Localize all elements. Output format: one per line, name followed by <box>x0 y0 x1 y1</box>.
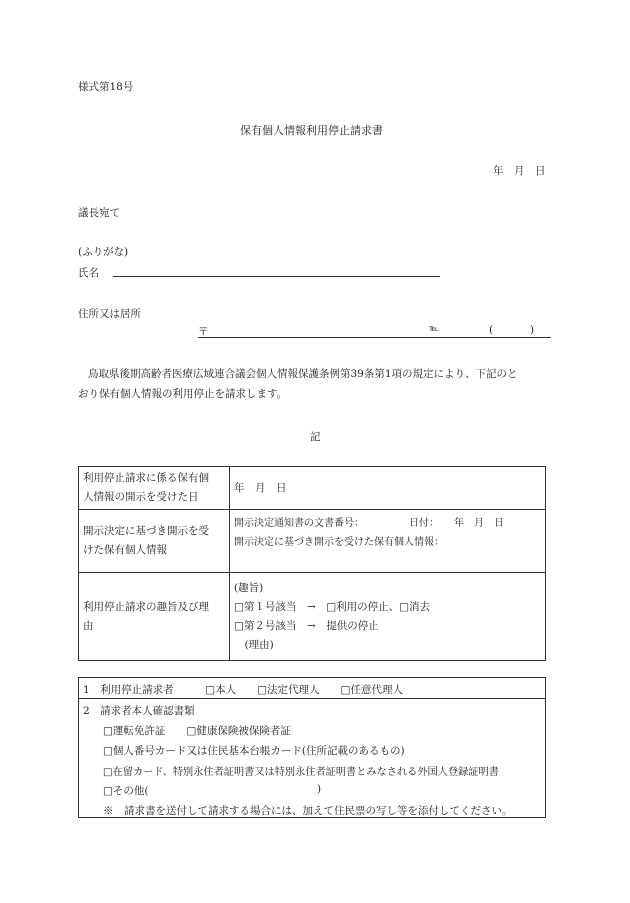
tel-paren-open: ( <box>489 324 494 336</box>
id-document-option-other: □その他( <box>103 785 149 797</box>
id-document-option-2: □個人番号カード又は住民基本台帳カード(住所記載のあるもの) <box>103 745 405 757</box>
postal-mark: 〒 <box>198 326 209 338</box>
table-row <box>79 467 546 510</box>
id-documents-heading: 2 請求者本人確認書類 <box>83 705 195 717</box>
row1-label-line-1: 利用停止請求に係る保有個 <box>83 472 209 484</box>
row1-label-line-2: 人情報の開示を受けた日 <box>83 491 199 503</box>
row3-label-line-1: 利用停止請求の趣旨及び理 <box>83 600 209 613</box>
address-label: 住所又は居所 <box>78 308 141 320</box>
name-field-underline <box>113 276 440 277</box>
mailing-note: ※ 請求書を送付して請求する場合には、加えて住民票の写し等を添付してください。 <box>103 805 513 817</box>
name-label: 氏名 <box>78 267 99 279</box>
id-document-other-close: ) <box>317 783 322 795</box>
tel-paren-close: ) <box>530 324 535 336</box>
row2-value-line-2: 開示決定に基づき開示を受けた保有個人情報： <box>234 537 444 548</box>
date-line: 年 月 日 <box>493 165 546 177</box>
row3-option-1: □第１号該当 → □利用の停止、□消去 <box>234 600 431 613</box>
row3-label <box>79 573 230 661</box>
requester-box-divider <box>79 698 545 699</box>
row3-value <box>230 573 546 661</box>
furigana-label: (ふりがな) <box>78 246 129 258</box>
address-field-underline <box>198 337 551 338</box>
row2-label-line-1: 開示決定に基づき開示を受 <box>83 525 209 537</box>
row2-label <box>79 510 230 573</box>
body-text-line-1: 鳥取県後期高齢者医療広域連合議会個人情報保護条例第39条第1項の規定により、下記のと <box>88 368 518 380</box>
request-table <box>78 466 546 661</box>
tel-label: ℡ <box>429 324 439 334</box>
row1-date-value: 年 月 日 <box>234 481 287 494</box>
row1-value <box>230 467 546 510</box>
form-number: 様式第18号 <box>78 81 134 93</box>
table-row <box>79 510 546 573</box>
id-document-option-1: □運転免許証 □健康保険被保険者証 <box>103 725 291 737</box>
row2-value-line-1: 開示決定通知書の文書番号： 日付： 年 月 日 <box>234 518 504 529</box>
body-text-line-2: おり保有個人情報の利用停止を請求します。 <box>78 388 288 400</box>
document-title: 保有個人情報利用停止請求書 <box>240 124 383 137</box>
requester-type-line: 1 利用停止請求者 □本人 □法定代理人 □任意代理人 <box>83 684 403 696</box>
requester-info-box <box>78 677 546 818</box>
row3-reason-heading: (理由) <box>234 638 274 651</box>
row2-value <box>230 510 546 573</box>
ki-heading: 記 <box>310 431 321 443</box>
row1-label <box>79 467 230 510</box>
id-document-option-3: □在留カード、特別永住者証明書又は特別永住者証明書とみなされる外国人登録証明書 <box>103 767 499 778</box>
row3-option-2: □第２号該当 → 提供の停止 <box>234 619 379 632</box>
table-row <box>79 573 546 661</box>
row3-purpose-heading: (趣旨) <box>234 581 264 594</box>
row2-label-line-2: けた保有個人情報 <box>83 544 167 556</box>
addressee: 議長宛て <box>78 207 120 219</box>
row3-label-line-2: 由 <box>83 619 94 632</box>
